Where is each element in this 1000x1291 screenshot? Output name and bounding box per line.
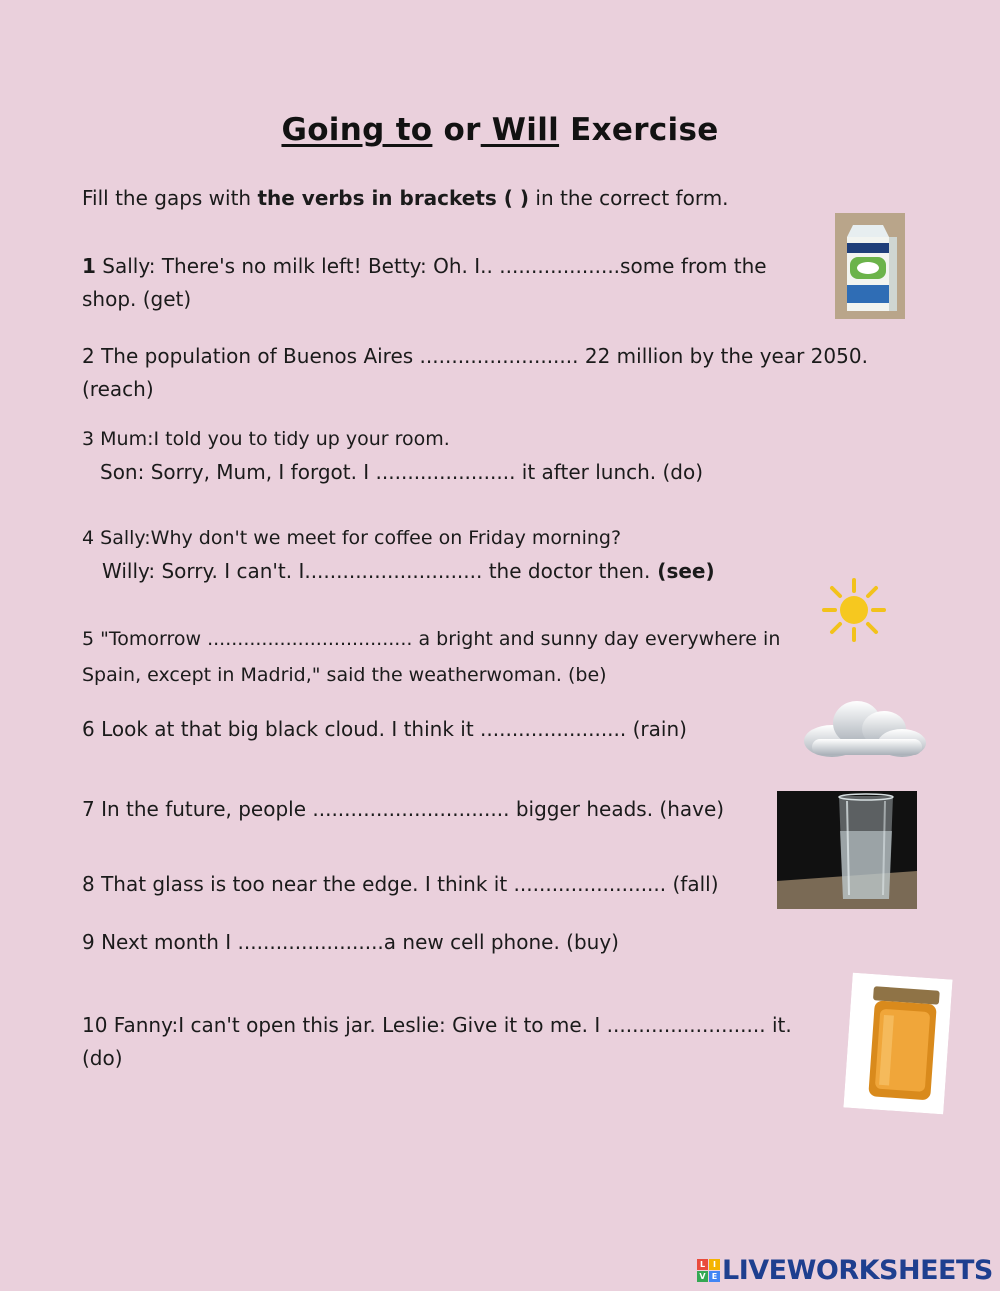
logo-mark-letter: I: [709, 1259, 720, 1270]
liveworksheets-logo: [697, 1253, 993, 1287]
question-1-line2: shop. (get): [82, 287, 192, 311]
glass-of-water-image: [777, 791, 917, 909]
question-10-line2: (do): [82, 1046, 123, 1070]
cloud-icon: [802, 697, 928, 761]
question-10-line1: 10 Fanny:I can't open this jar. Leslie: Give it to me. I ......................... it.: [82, 1013, 792, 1037]
milk-carton-image: [835, 213, 905, 319]
logo-mark-letter: E: [709, 1271, 720, 1282]
logo-mark-letter: L: [697, 1259, 708, 1270]
sun-icon: [822, 578, 886, 642]
instruction: Fill the gaps with the verbs in brackets ( ) in the correct form.: [82, 186, 729, 210]
question-9: 9 Next month I .......................a new cell phone. (buy): [82, 930, 619, 954]
logo-mark-icon: [697, 1259, 720, 1282]
question-2-line2: (reach): [82, 377, 154, 401]
question-5-line1: 5 "Tomorrow .................................. a bright and sunny day everywhere in: [82, 628, 781, 650]
logo-text: LIVEWORKSHEETS: [722, 1254, 993, 1286]
question-5-line2: Spain, except in Madrid," said the weatherwoman. (be): [82, 664, 607, 686]
question-3-line2: Son: Sorry, Mum, I forgot. I ...................... it after lunch. (do): [100, 460, 704, 484]
page-title: Going to or Will Exercise: [281, 112, 719, 148]
question-4-line2: Willy: Sorry. I can't. I............................ the doctor then. (see): [102, 559, 715, 583]
question-2-line1: 2 The population of Buenos Aires ......................... 22 million by the year 2050.: [82, 344, 868, 368]
question-6: 6 Look at that big black cloud. I think it ....................... (rain): [82, 717, 687, 741]
logo-mark-letter: V: [697, 1271, 708, 1282]
honey-jar-image: [843, 973, 952, 1115]
question-3-line1: 3 Mum:I told you to tidy up your room.: [82, 428, 450, 450]
question-1-line1: 1 Sally: There's no milk left! Betty: Oh. I.. ...................some from the: [82, 254, 767, 278]
question-8: 8 That glass is too near the edge. I think it ........................ (fall): [82, 872, 719, 896]
question-7: 7 In the future, people ............................... bigger heads. (have): [82, 797, 725, 821]
question-4-line1: 4 Sally:Why don't we meet for coffee on Friday morning?: [82, 527, 622, 549]
